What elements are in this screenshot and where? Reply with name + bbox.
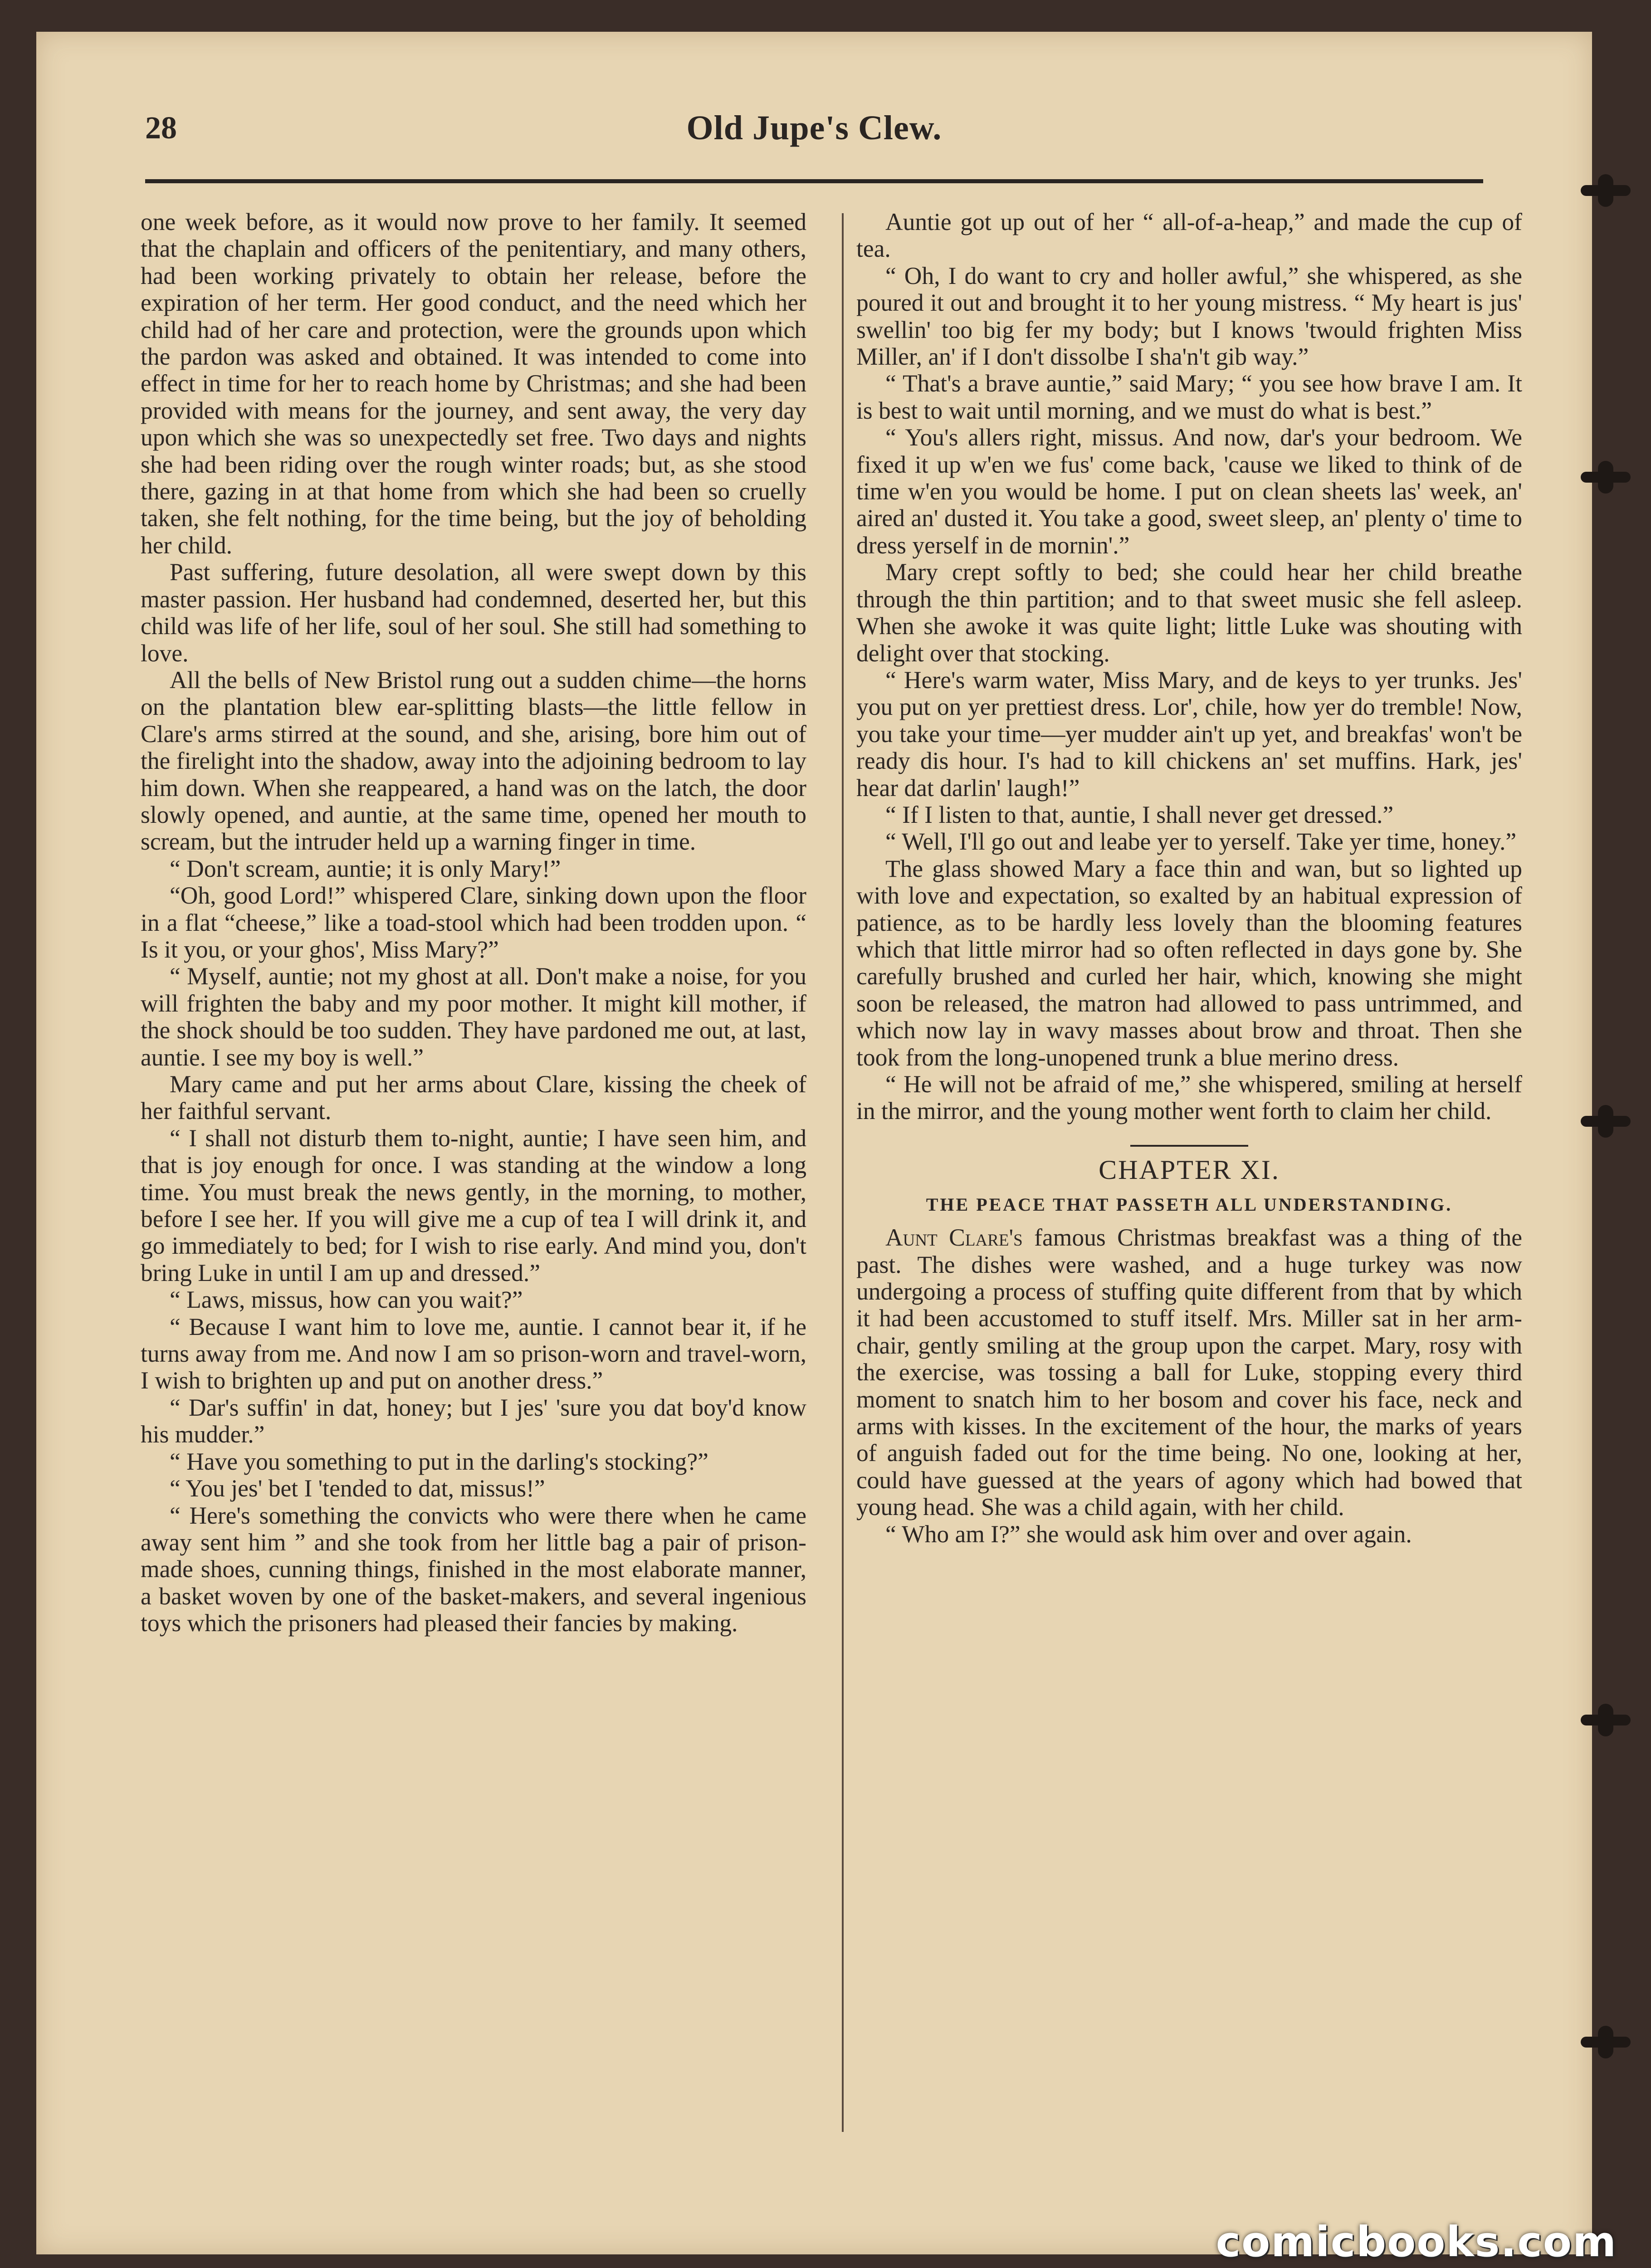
- paragraph: “ Oh, I do want to cry and holler awful,” she whispered, as she poured it out and brought it to her young mistress. “ My heart is jus' swellin' too big fer my body; but I knows 'twould frighten Miss Miller, an' if I don't dissolbe I sha'n't gib way.”: [856, 262, 1522, 371]
- paragraph: “Oh, good Lord!” whispered Clare, sinking down upon the floor in a flat “cheese,” like a toad-stool which had been trodden upon. “ Is it you, or your ghos', Miss Mary?”: [141, 882, 806, 963]
- paragraph: The glass showed Mary a face thin and wan, but so lighted up with love and expectation, so exalted by an habitual expression of patience, as to be hardly less lovely than the blooming features which that little mirror had so often reflected in days gone by. She carefully brushed and curled her hair, which, knowing she might soon be released, the matron had allowed to pass untrimmed, and which now lay in wavy masses about brow and throat. Then she took from the long-unopened trunk a blue merino dress.: [856, 855, 1522, 1071]
- right-column: [856, 209, 1522, 1548]
- watermark: comicbooks.com: [1216, 2218, 1617, 2266]
- paragraph: “ Dar's suffin' in dat, honey; but I jes' 'sure you dat boy'd know his mudder.”: [141, 1393, 806, 1448]
- paragraph: “ Don't scream, auntie; it is only Mary!”: [170, 855, 561, 882]
- header-rule: [145, 179, 1483, 183]
- paragraph: Past suffering, future desolation, all were swept down by this master passion. Her husband had condemned, deserted her, but this child was life of her life, soul of her soul. She still had something to love.: [141, 558, 806, 667]
- paragraph: Auntie got up out of her “ all-of-a-heap,” and made the cup of tea.: [856, 208, 1522, 263]
- chapter-lead-in: Aunt Clare's: [885, 1224, 1023, 1251]
- paragraph: “ Who am I?” she would ask him over and over again.: [885, 1520, 1412, 1548]
- paragraph: “ If I listen to that, auntie, I shall never get dressed.”: [885, 801, 1394, 828]
- column-divider: [842, 213, 844, 2132]
- paragraph: Mary came and put her arms about Clare, kissing the cheek of her faithful servant.: [141, 1070, 806, 1125]
- chapter-title: CHAPTER XI.: [1099, 1154, 1280, 1185]
- running-title: Old Jupe's Clew.: [686, 109, 942, 147]
- paragraph: “ You jes' bet I 'tended to dat, missus!”: [170, 1475, 545, 1502]
- chapter-rule: [1130, 1145, 1248, 1147]
- page-header: [145, 102, 1483, 166]
- paragraph: one week before, as it would now prove to her family. It seemed that the chaplain and officers of the penitentiary, and many others, had been working privately to obtain her release, before the expiration of her term. Her good conduct, and the need which her child had of her care and protection, were the grounds upon which the pardon was asked and obtained. It was intended to come into effect in time for her to reach home by Christmas; and she had been provided with means for the journey, and sent away, the very day upon which she was so unexpectedly set free. Two days and nights she had been riding over the rough winter roads; but, as she stood there, gazing in at that home from which she had been so cruelly taken, she felt nothing, for the time being, but the joy of beholding her child.: [141, 208, 806, 559]
- paragraph: “ Myself, auntie; not my ghost at all. Don't make a noise, for you will frighten the baby and my poor mother. It might kill mother, if the shock should be too sudden. They have pardoned me out, at last, auntie. I see my boy is well.”: [141, 963, 806, 1071]
- paragraph: “ Here's warm water, Miss Mary, and de keys to yer trunks. Jes' you put on yer prettiest dress. Lor', chile, how yer do tremble! Now, you take your time—yer mudder ain't up yet, and breakfas' won't be ready dis hour. I's had to kill chickens an' set muffins. Hark, jes' hear dat darlin' laugh!”: [856, 666, 1522, 802]
- binding-stitch-icon: [1581, 1715, 1631, 1725]
- paragraph: “ Because I want him to love me, auntie. I cannot bear it, if he turns away from me. And now I am so prison-worn and travel-worn, I wish to brighten up and put on another dress.”: [141, 1313, 806, 1394]
- binding-stitch-icon: [1581, 472, 1631, 483]
- binding-stitch-icon: [1581, 2037, 1631, 2048]
- paragraph: “ That's a brave auntie,” said Mary; “ you see how brave I am. It is best to wait until morning, and we must do what is best.”: [856, 370, 1522, 424]
- paragraph: “ Laws, missus, how can you wait?”: [170, 1286, 523, 1314]
- paragraph: “ I shall not disturb them to-night, auntie; I have seen him, and that is joy enough for once. I was standing at the window a long time. You must break the news gently, in the morning, to mother, before I see her. If you will give me a cup of tea I will drink it, and go immediately to bed; for I wish to rise early. And mind you, don't bring Luke in until I am up and dressed.”: [141, 1124, 806, 1286]
- paragraph-text: famous Christmas breakfast was a thing of the past. The dishes were washed, and a huge turkey was now undergoing a process of stuffing quite different from that by which it had been accustomed to stuff itself. Mrs. Miller sat in her arm-chair, gently smiling at the group upon the carpet. Mary, rosy with the exercise, was tossing a ball for Luke, stopping every third moment to snatch him to her bosom and cover his face, neck and arms with kisses. In the excitement of the hour, the marks of years of anguish faded out for the time being. No one, looking at her, could have guessed at the years of agony which had bowed that young head. She was a child again, with her child.: [856, 1224, 1522, 1521]
- binding-stitch-icon: [1581, 185, 1631, 196]
- chapter-subtitle: THE PEACE THAT PASSETH ALL UNDERSTANDING.: [926, 1194, 1453, 1215]
- paragraph: “ Well, I'll go out and leabe yer to yerself. Take yer time, honey.”: [885, 828, 1517, 855]
- page-number: 28: [145, 111, 177, 146]
- binding-stitch-icon: [1581, 1116, 1631, 1127]
- paragraph: Mary crept softly to bed; she could hear her child breathe through the thin partition; and to that sweet music she fell asleep. When she awoke it was quite light; little Luke was shouting with delight over that stocking.: [856, 558, 1522, 667]
- paragraph: “ He will not be afraid of me,” she whispered, smiling at herself in the mirror, and the young mother went forth to claim her child.: [856, 1070, 1522, 1125]
- paragraph: “ Here's something the convicts who were there when he came away sent him ” and she took from her little bag a pair of prison-made shoes, cunning things, finished in the most elaborate manner, a basket woven by one of the basket-makers, and several ingenious toys which the prisoners had pleased their fancies by making.: [141, 1501, 806, 1637]
- chapter-opening-paragraph: [856, 1224, 1522, 1520]
- paragraph: All the bells of New Bristol rung out a sudden chime—the horns on the plantation blew ear-splitting blasts—the little fellow in Clare's arms stirred at the sound, and she, arising, bore him out of the firelight into the shadow, away into the adjoining bedroom to lay him down. When she reappeared, a hand was on the latch, the door slowly opened, and auntie, at the same time, opened her mouth to scream, but the intruder held up a warning finger in time.: [141, 666, 806, 855]
- left-column: [141, 209, 806, 1637]
- paragraph: “ Have you something to put in the darling's stocking?”: [170, 1447, 708, 1475]
- paragraph: “ You's allers right, missus. And now, dar's your bedroom. We fixed it up w'en we fus' come back, 'cause we liked to think of de time w'en you would be home. I put on clean sheets las' week, an' aired an' dusted it. You take a good, sweet sleep, an' plenty o' time to dress yerself in de mornin'.”: [856, 424, 1522, 559]
